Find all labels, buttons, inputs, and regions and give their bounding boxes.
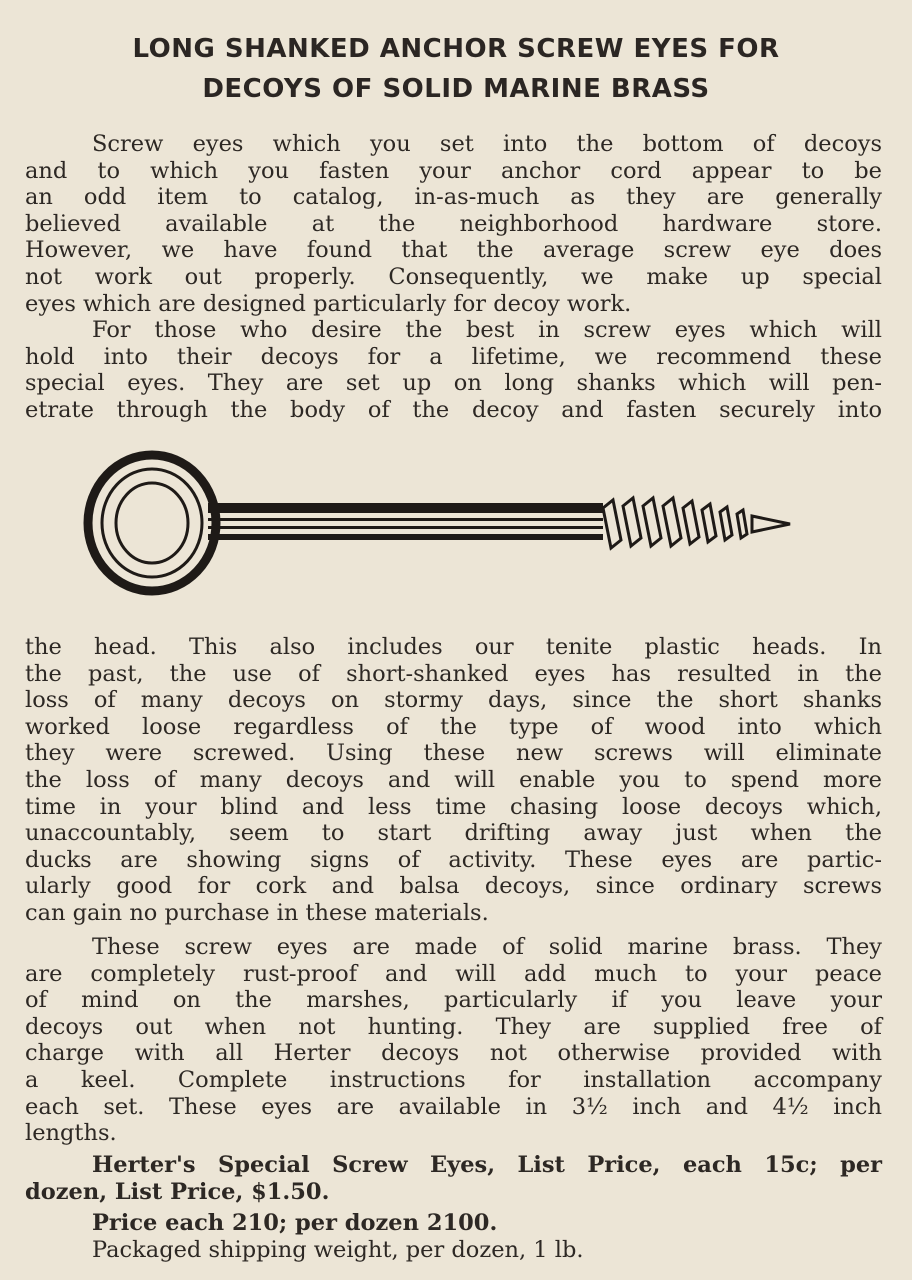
text-line: These screw eyes are made of solid marine brass. They bbox=[92, 934, 882, 960]
text-line: ducks are showing signs of activity. These eyes are partic- bbox=[25, 846, 882, 873]
text-line: a keel. Complete instructions for installation accompany bbox=[25, 1066, 882, 1093]
text-line: the head. This also includes our tenite plastic heads. In bbox=[25, 634, 882, 660]
text-line: decoys out when not hunting. They are supplied free of bbox=[25, 1013, 882, 1040]
screw-eye-illustration bbox=[80, 448, 800, 598]
text-line: charge with all Herter decoys not otherwise provided with bbox=[25, 1040, 882, 1067]
text-line: they were screwed. Using these new screws will eliminate bbox=[25, 740, 882, 767]
text-line: worked loose regardless of the type of wood into which bbox=[25, 713, 882, 740]
text-line: are completely rust-proof and will add much to your peace bbox=[25, 960, 882, 987]
text-line: For those who desire the best in screw eyes which will bbox=[92, 317, 882, 344]
text-line: However, we have found that the average screw eye does bbox=[25, 237, 882, 264]
text-line: the past, the use of short-shanked eyes has resulted in the bbox=[25, 660, 882, 687]
list-price bbox=[25, 1152, 882, 1205]
text-line: believed available at the neighborhood hardware store. bbox=[25, 210, 882, 237]
text-line: and to which you fasten your anchor cord appear to be bbox=[25, 157, 882, 184]
text-line: of mind on the marshes, particularly if you leave your bbox=[25, 987, 882, 1014]
text-line: unaccountably, seem to start drifting away just when the bbox=[25, 820, 882, 847]
text-line: the loss of many decoys and will enable you to spend more bbox=[25, 766, 882, 793]
list-price-line-2: dozen, List Price, $1.50. bbox=[25, 1178, 330, 1205]
text-line: special eyes. They are set up on long shanks which will pen- bbox=[25, 370, 882, 397]
text-line: can gain no purchase in these materials. bbox=[25, 899, 489, 926]
paragraph-2-continued bbox=[25, 634, 882, 927]
shipping-weight: Packaged shipping weight, per dozen, 1 lb. bbox=[92, 1236, 584, 1263]
text-line: not work out properly. Consequently, we make up special bbox=[25, 263, 882, 290]
text-line: Screw eyes which you set into the bottom of decoys bbox=[92, 131, 882, 157]
list-price-line-1: Herter's Special Screw Eyes, List Price, each 15c; per bbox=[92, 1152, 882, 1178]
text-line: eyes which are designed particularly for decoy work. bbox=[25, 290, 632, 317]
text-line: lengths. bbox=[25, 1120, 117, 1147]
title-line-1: LONG SHANKED ANCHOR SCREW EYES FOR bbox=[132, 34, 780, 64]
paragraph-3 bbox=[25, 934, 882, 1147]
title-line-2: DECOYS OF SOLID MARINE BRASS bbox=[202, 74, 710, 104]
price-line: Price each 210; per dozen 2100. bbox=[92, 1210, 498, 1236]
text-line: loss of many decoys on stormy days, since the short shanks bbox=[25, 687, 882, 714]
text-line: hold into their decoys for a lifetime, we recommend these bbox=[25, 343, 882, 370]
text-line: each set. These eyes are available in 3½ inch and 4½ inch bbox=[25, 1093, 882, 1120]
net-price bbox=[25, 1210, 882, 1263]
text-line: time in your blind and less time chasing loose decoys which, bbox=[25, 793, 882, 820]
text-line: ularly good for cork and balsa decoys, since ordinary screws bbox=[25, 873, 882, 900]
text-line: an odd item to catalog, in-as-much as they are generally bbox=[25, 184, 882, 211]
text-line: etrate through the body of the decoy and fasten securely into bbox=[25, 396, 882, 423]
paragraph-1 bbox=[25, 131, 882, 424]
